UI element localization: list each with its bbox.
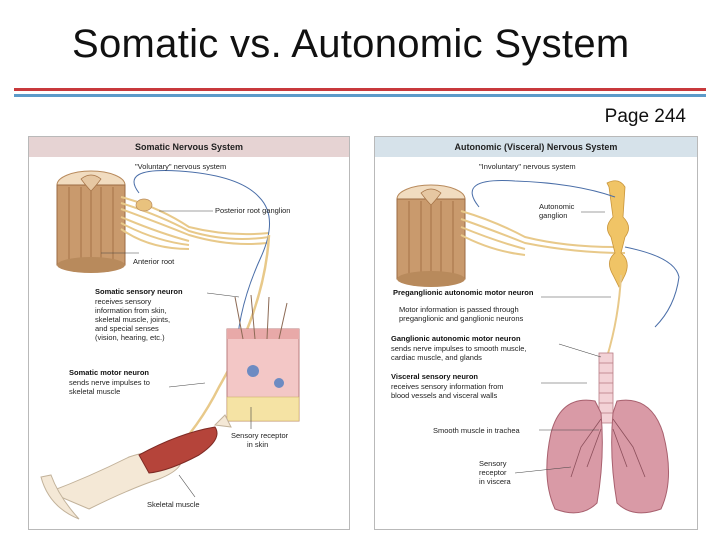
autonomic-illustration	[375, 157, 697, 529]
autonomic-ganglion-shape	[607, 181, 629, 287]
visceral-receptor-line-3: in viscera	[479, 477, 511, 486]
visceral-receptor-line-1: Sensory	[479, 459, 507, 468]
label-anterior-root: Anterior root	[133, 257, 175, 266]
page-reference: Page 244	[604, 106, 686, 127]
label-visceral-sensory-neuron: Visceral sensory neuron	[391, 372, 478, 381]
motor-info-line-2: preganglionic and ganglionic neurons	[399, 314, 524, 323]
motor-desc-line-1: sends nerve impulses to	[69, 378, 150, 387]
autonomic-subtitle: "Involuntary" nervous system	[479, 162, 576, 171]
motor-info-line-1: Motor information is passed through	[399, 305, 519, 314]
label-posterior-root-ganglion: Posterior root ganglion	[215, 206, 291, 215]
sensory-desc-line-3: skeletal muscle, joints,	[95, 315, 171, 324]
sensory-desc-line-2: information from skin,	[95, 306, 167, 315]
ganglionic-desc-line-2: cardiac muscle, and glands	[391, 353, 482, 362]
visceral-desc-line-1: receives sensory information from	[391, 382, 504, 391]
title-underline-red	[14, 88, 706, 91]
posterior-root-ganglion-shape	[136, 199, 152, 211]
ganglion-label-line-2: ganglion	[539, 211, 568, 220]
visceral-desc-line-2: blood vessels and visceral walls	[391, 391, 498, 400]
skin-illustration	[227, 295, 299, 421]
title-underline-blue	[14, 94, 706, 97]
ganglion-label-line-1: Autonomic	[539, 202, 575, 211]
somatic-panel	[28, 136, 350, 530]
somatic-illustration	[29, 157, 349, 529]
autonomic-panel	[374, 136, 698, 530]
spinal-cord-illustration	[397, 185, 465, 287]
sensory-desc-line-4: and special senses	[95, 324, 159, 333]
somatic-subtitle: "Voluntary" nervous system	[135, 162, 227, 171]
receptor-skin-line-2: in skin	[247, 440, 269, 449]
label-skeletal-muscle: Skeletal muscle	[147, 500, 200, 509]
autonomic-panel-heading: Autonomic (Visceral) Nervous System	[375, 137, 697, 157]
label-somatic-motor-neuron: Somatic motor neuron	[69, 368, 150, 377]
somatic-panel-heading: Somatic Nervous System	[29, 137, 349, 157]
sensory-desc-line-1: receives sensory	[95, 297, 152, 306]
ganglionic-desc-line-1: sends nerve impulses to smooth muscle,	[391, 344, 527, 353]
visceral-receptor-line-2: receptor	[479, 468, 507, 477]
label-somatic-sensory-neuron: Somatic sensory neuron	[95, 287, 183, 296]
label-preganglionic-neuron: Preganglionic autonomic motor neuron	[393, 288, 534, 297]
arm-illustration	[41, 415, 231, 519]
label-ganglionic-neuron: Ganglionic autonomic motor neuron	[391, 334, 521, 343]
sensory-desc-line-5: (vision, hearing, etc.)	[95, 333, 165, 342]
receptor-skin-line-1: Sensory receptor	[231, 431, 289, 440]
motor-desc-line-2: skeletal muscle	[69, 387, 121, 396]
slide-title: Somatic vs. Autonomic System	[72, 22, 630, 66]
spinal-cord-illustration	[57, 171, 125, 273]
label-smooth-muscle-trachea: Smooth muscle in trachea	[433, 426, 520, 435]
